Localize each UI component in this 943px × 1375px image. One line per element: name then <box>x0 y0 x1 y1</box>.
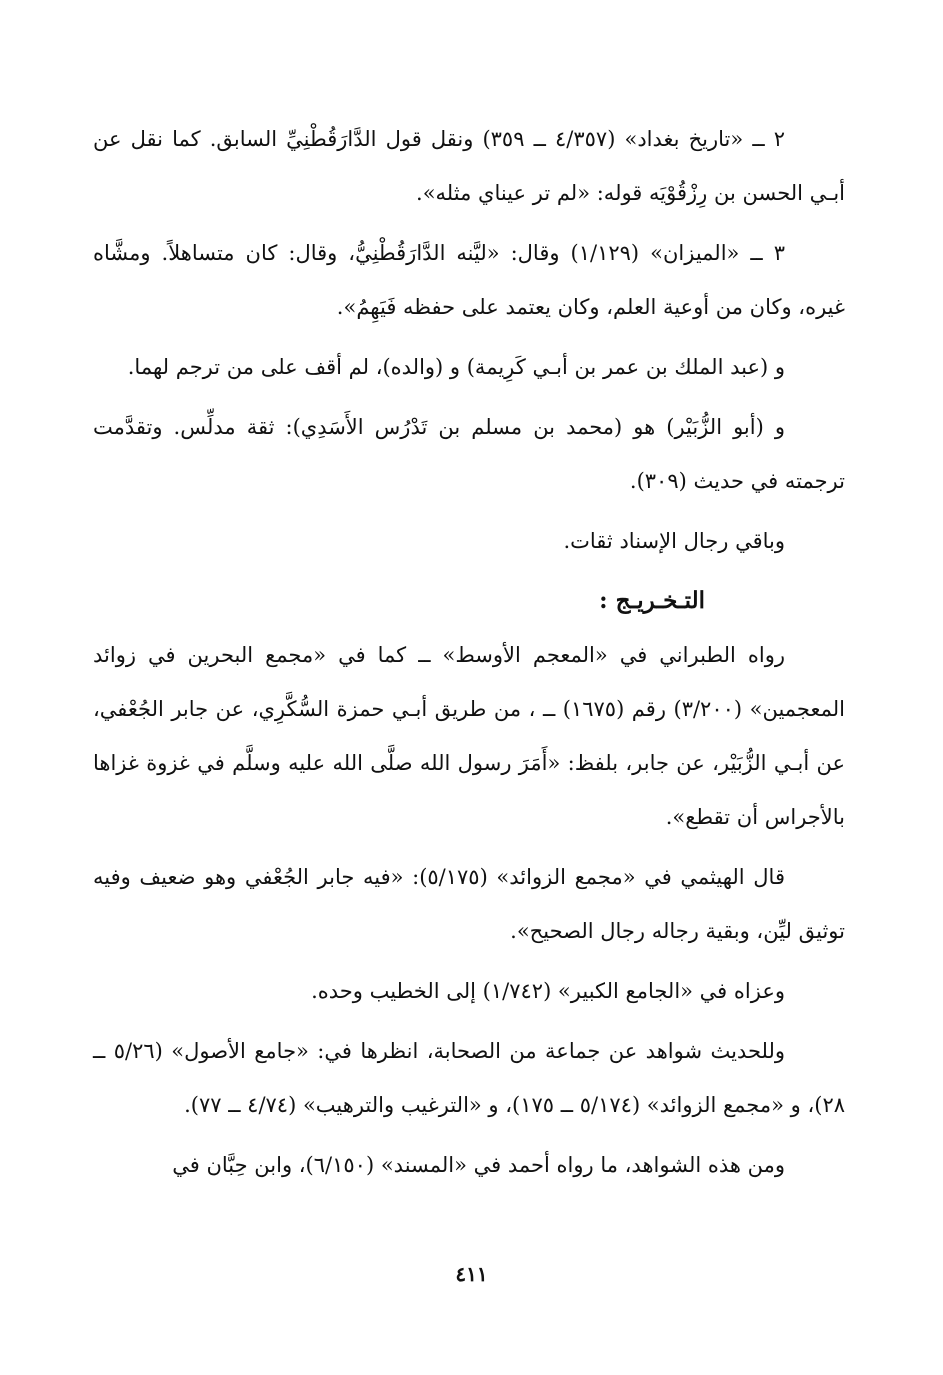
section-heading-takhrij: التـخـريـج : <box>599 587 705 614</box>
paragraph-tarikh-baghdad: ٢ ــ «تاريخ بغداد» (٤/٣٥٧ ــ ٣٥٩) ونقل قول الدَّارَقُطْنِيِّ السابق. كما نقل عن أبـي الحسن بن رِزْقُوْيَه قوله: «لم تر عيناي مثله». <box>93 127 845 205</box>
paragraph-abu-al-zubayr: و (أبو الزُّبَيْر) هو (محمد بن مسلم بن تَدْرُس الأَسَدِي): ثقة مدلِّس. وتقدَّمت ترجمته في حديث (٣٠٩). <box>93 415 845 493</box>
paragraph-musnad-ahmad: ومن هذه الشواهد، ما رواه أحمد في «المسند» (٦/١٥٠)، وابن حِبَّان في <box>172 1153 785 1177</box>
page-body <box>93 112 845 1198</box>
paragraph-abd-al-malik: و (عبد الملك بن عمر بن أبـي كَرِيمة) و (والده)، لم أقف على من ترجم لهما. <box>127 355 785 379</box>
paragraph-jami-kabir: وعزاه في «الجامع الكبير» (١/٧٤٢) إلى الخطيب وحده. <box>311 979 785 1003</box>
page-number: ٤١١ <box>455 1262 488 1286</box>
paragraph-tabarani: رواه الطبراني في «المعجم الأوسط» ــ كما في «مجمع البحرين في زوائد المعجمين» (٣/٢٠٠) رقم (١٦٧٥) ــ ، من طريق أبـي حمزة السُّكَّرِي، عن جابر الجُعْفي، عن أبـي الزُّبَيْر، عن جابر، بلفظ: «أَمَرَ رسول الله صلَّى الله عليه وسلَّم في غزوة غزاها بالأجراس أن تقطع». <box>93 643 845 829</box>
paragraph-al-mizan: ٣ ــ «الميزان» (١/١٢٩) وقال: «ليَّنه الدَّارَقُطْنِيُّ، وقال: كان متساهلاً. ومشَّاه غيره، وكان من أوعية العلم، وكان يعتمد على حفظه فَيَهِمُ». <box>93 241 845 319</box>
paragraph-shawahid: وللحديث شواهد عن جماعة من الصحابة، انظرها في: «جامع الأصول» (٥/٢٦ ــ ٢٨)، و «مجمع الزوائد» (٥/١٧٤ ــ ١٧٥)، و «الترغيب والترهيب» (٤/٧٤ ــ ٧٧). <box>93 1039 845 1117</box>
paragraph-haythami: قال الهيثمي في «مجمع الزوائد» (٥/١٧٥): «فيه جابر الجُعْفي وهو ضعيف وفيه توثيق ليِّن، وبقية رجاله رجال الصحيح». <box>93 865 845 943</box>
paragraph-remaining-narrators: وباقي رجال الإسناد ثقات. <box>563 529 785 553</box>
